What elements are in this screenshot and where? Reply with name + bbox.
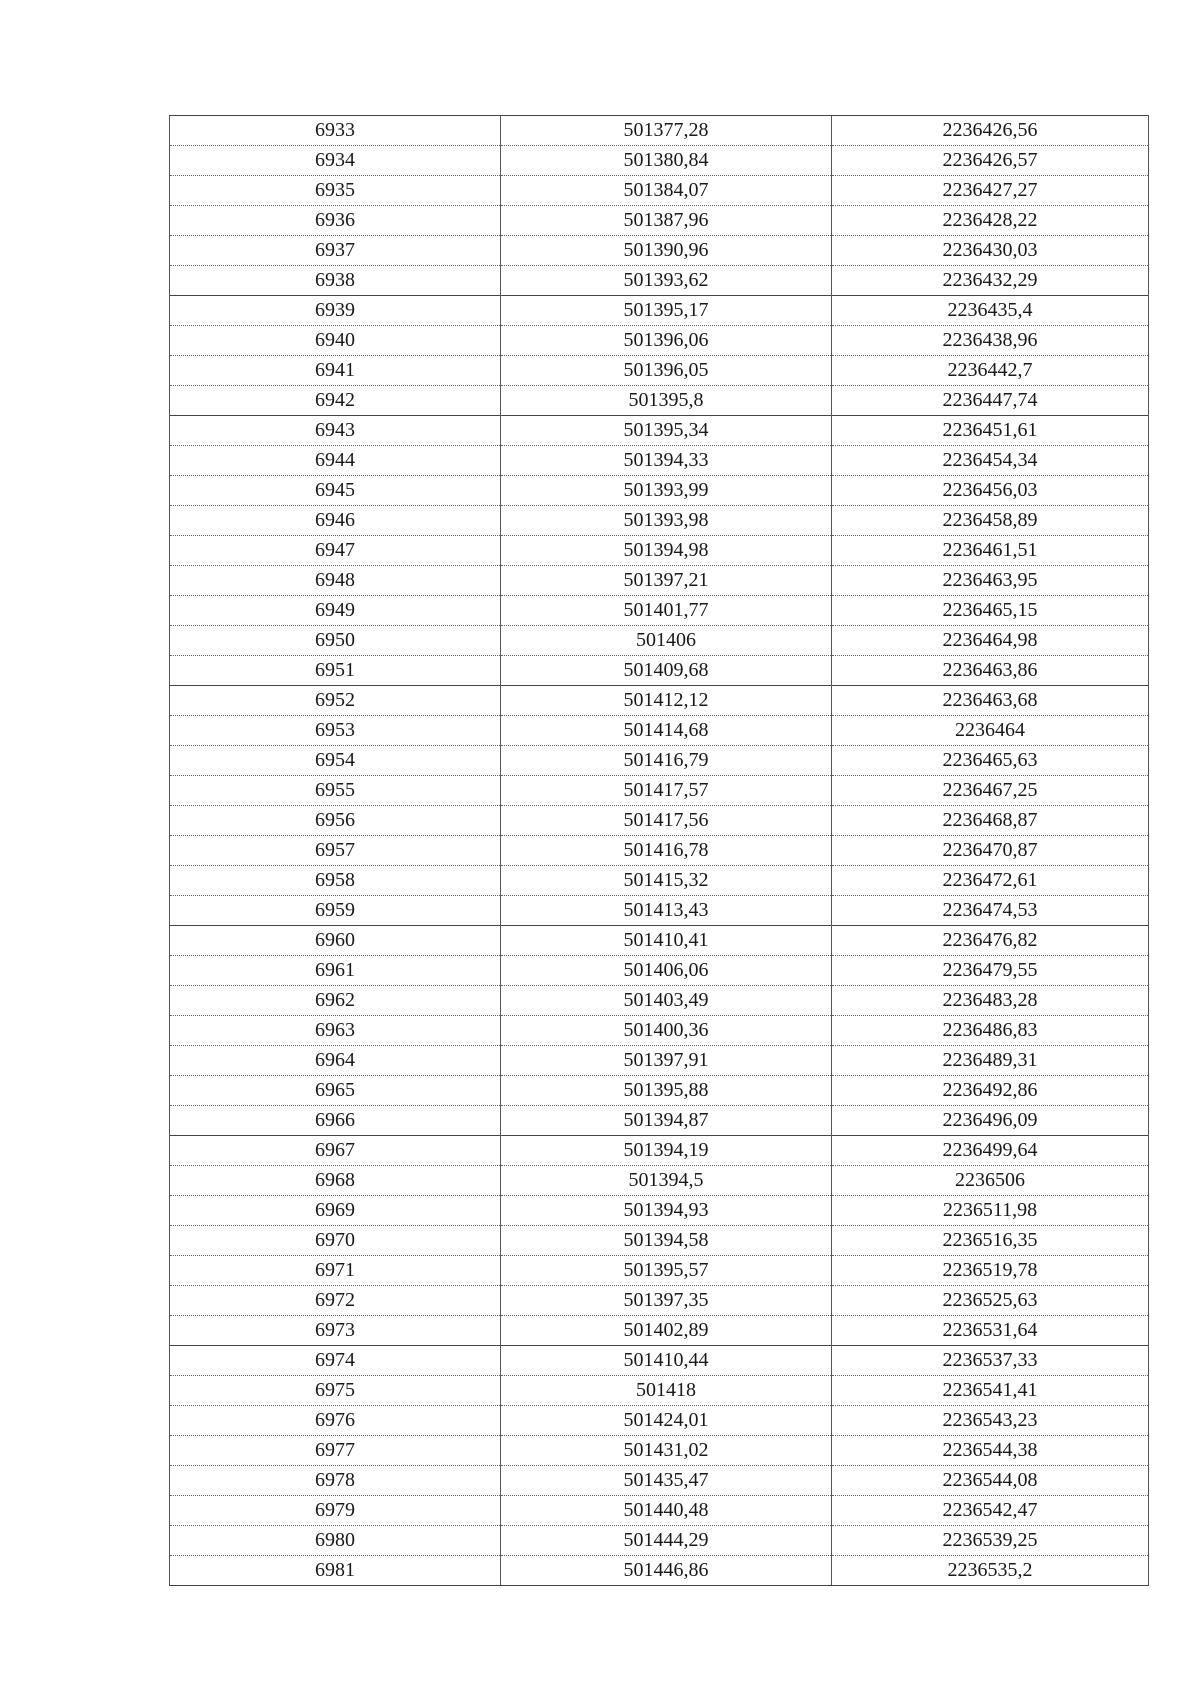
point-number-cell: 6959 [170,896,501,926]
table-row [170,266,1149,296]
table-row [170,1196,1149,1226]
table-row [170,1106,1149,1136]
x-coordinate-cell: 501394,87 [501,1106,832,1136]
y-coordinate-cell: 2236426,57 [832,146,1149,176]
x-coordinate-cell: 501402,89 [501,1316,832,1346]
y-coordinate-cell: 2236476,82 [832,926,1149,956]
x-coordinate-cell: 501394,58 [501,1226,832,1256]
point-number-cell: 6973 [170,1316,501,1346]
x-coordinate-cell: 501396,06 [501,326,832,356]
y-coordinate-cell: 2236474,53 [832,896,1149,926]
x-coordinate-cell: 501395,34 [501,416,832,446]
table-row [170,1496,1149,1526]
x-coordinate-cell: 501446,86 [501,1556,832,1586]
point-number-cell: 6946 [170,506,501,536]
table-row [170,956,1149,986]
table-row [170,536,1149,566]
x-coordinate-cell: 501416,78 [501,836,832,866]
point-number-cell: 6941 [170,356,501,386]
table-row [170,206,1149,236]
y-coordinate-cell: 2236472,61 [832,866,1149,896]
point-number-cell: 6979 [170,1496,501,1526]
y-coordinate-cell: 2236438,96 [832,326,1149,356]
table-row [170,146,1149,176]
y-coordinate-cell: 2236486,83 [832,1016,1149,1046]
point-number-cell: 6972 [170,1286,501,1316]
point-number-cell: 6952 [170,686,501,716]
table-row [170,806,1149,836]
x-coordinate-cell: 501384,07 [501,176,832,206]
x-coordinate-cell: 501397,21 [501,566,832,596]
table-row [170,626,1149,656]
table-row [170,1076,1149,1106]
x-coordinate-cell: 501414,68 [501,716,832,746]
table-row [170,686,1149,716]
x-coordinate-cell: 501409,68 [501,656,832,686]
y-coordinate-cell: 2236483,28 [832,986,1149,1016]
y-coordinate-cell: 2236544,38 [832,1436,1149,1466]
table-row [170,1046,1149,1076]
y-coordinate-cell: 2236428,22 [832,206,1149,236]
point-number-cell: 6971 [170,1256,501,1286]
y-coordinate-cell: 2236499,64 [832,1136,1149,1166]
y-coordinate-cell: 2236537,33 [832,1346,1149,1376]
x-coordinate-cell: 501380,84 [501,146,832,176]
point-number-cell: 6975 [170,1376,501,1406]
table-row [170,296,1149,326]
table-row [170,1226,1149,1256]
table-row [170,716,1149,746]
point-number-cell: 6962 [170,986,501,1016]
point-number-cell: 6936 [170,206,501,236]
point-number-cell: 6947 [170,536,501,566]
table-row [170,926,1149,956]
point-number-cell: 6977 [170,1436,501,1466]
table-row [170,1406,1149,1436]
x-coordinate-cell: 501395,57 [501,1256,832,1286]
y-coordinate-cell: 2236442,7 [832,356,1149,386]
table-row [170,866,1149,896]
y-coordinate-cell: 2236464,98 [832,626,1149,656]
x-coordinate-cell: 501424,01 [501,1406,832,1436]
y-coordinate-cell: 2236496,09 [832,1106,1149,1136]
y-coordinate-cell: 2236426,56 [832,116,1149,146]
y-coordinate-cell: 2236467,25 [832,776,1149,806]
point-number-cell: 6960 [170,926,501,956]
coordinates-table-body [170,116,1149,1586]
point-number-cell: 6957 [170,836,501,866]
table-row [170,476,1149,506]
table-row [170,596,1149,626]
table-row [170,986,1149,1016]
x-coordinate-cell: 501431,02 [501,1436,832,1466]
y-coordinate-cell: 2236531,64 [832,1316,1149,1346]
table-row [170,176,1149,206]
point-number-cell: 6976 [170,1406,501,1436]
point-number-cell: 6965 [170,1076,501,1106]
x-coordinate-cell: 501415,32 [501,866,832,896]
x-coordinate-cell: 501400,36 [501,1016,832,1046]
x-coordinate-cell: 501387,96 [501,206,832,236]
x-coordinate-cell: 501418 [501,1376,832,1406]
point-number-cell: 6956 [170,806,501,836]
y-coordinate-cell: 2236451,61 [832,416,1149,446]
coordinates-table [169,115,1149,1586]
point-number-cell: 6974 [170,1346,501,1376]
y-coordinate-cell: 2236456,03 [832,476,1149,506]
table-row [170,386,1149,416]
table-row [170,326,1149,356]
x-coordinate-cell: 501412,12 [501,686,832,716]
x-coordinate-cell: 501401,77 [501,596,832,626]
table-row [170,236,1149,266]
point-number-cell: 6934 [170,146,501,176]
x-coordinate-cell: 501413,43 [501,896,832,926]
table-row [170,896,1149,926]
y-coordinate-cell: 2236465,15 [832,596,1149,626]
x-coordinate-cell: 501440,48 [501,1496,832,1526]
y-coordinate-cell: 2236542,47 [832,1496,1149,1526]
x-coordinate-cell: 501417,56 [501,806,832,836]
y-coordinate-cell: 2236461,51 [832,536,1149,566]
x-coordinate-cell: 501406 [501,626,832,656]
y-coordinate-cell: 2236519,78 [832,1256,1149,1286]
point-number-cell: 6935 [170,176,501,206]
table-row [170,1136,1149,1166]
point-number-cell: 6958 [170,866,501,896]
x-coordinate-cell: 501394,19 [501,1136,832,1166]
y-coordinate-cell: 2236454,34 [832,446,1149,476]
table-row [170,506,1149,536]
x-coordinate-cell: 501393,98 [501,506,832,536]
point-number-cell: 6950 [170,626,501,656]
point-number-cell: 6981 [170,1556,501,1586]
table-row [170,1436,1149,1466]
table-row [170,1466,1149,1496]
x-coordinate-cell: 501393,62 [501,266,832,296]
point-number-cell: 6939 [170,296,501,326]
x-coordinate-cell: 501403,49 [501,986,832,1016]
point-number-cell: 6937 [170,236,501,266]
y-coordinate-cell: 2236543,23 [832,1406,1149,1436]
table-row [170,746,1149,776]
y-coordinate-cell: 2236447,74 [832,386,1149,416]
point-number-cell: 6967 [170,1136,501,1166]
y-coordinate-cell: 2236492,86 [832,1076,1149,1106]
point-number-cell: 6980 [170,1526,501,1556]
point-number-cell: 6949 [170,596,501,626]
x-coordinate-cell: 501395,88 [501,1076,832,1106]
table-row [170,1286,1149,1316]
table-row [170,416,1149,446]
x-coordinate-cell: 501416,79 [501,746,832,776]
table-row [170,1556,1149,1586]
table-row [170,356,1149,386]
table-row [170,1376,1149,1406]
x-coordinate-cell: 501377,28 [501,116,832,146]
point-number-cell: 6978 [170,1466,501,1496]
x-coordinate-cell: 501394,93 [501,1196,832,1226]
point-number-cell: 6943 [170,416,501,446]
x-coordinate-cell: 501393,99 [501,476,832,506]
point-number-cell: 6942 [170,386,501,416]
y-coordinate-cell: 2236463,86 [832,656,1149,686]
y-coordinate-cell: 2236463,95 [832,566,1149,596]
y-coordinate-cell: 2236544,08 [832,1466,1149,1496]
table-row [170,776,1149,806]
point-number-cell: 6945 [170,476,501,506]
x-coordinate-cell: 501395,8 [501,386,832,416]
y-coordinate-cell: 2236465,63 [832,746,1149,776]
y-coordinate-cell: 2236541,41 [832,1376,1149,1406]
point-number-cell: 6961 [170,956,501,986]
table-row [170,1016,1149,1046]
y-coordinate-cell: 2236535,2 [832,1556,1149,1586]
point-number-cell: 6969 [170,1196,501,1226]
x-coordinate-cell: 501406,06 [501,956,832,986]
point-number-cell: 6970 [170,1226,501,1256]
table-row [170,566,1149,596]
y-coordinate-cell: 2236427,27 [832,176,1149,206]
table-row [170,116,1149,146]
x-coordinate-cell: 501390,96 [501,236,832,266]
table-row [170,1316,1149,1346]
x-coordinate-cell: 501410,44 [501,1346,832,1376]
point-number-cell: 6953 [170,716,501,746]
y-coordinate-cell: 2236479,55 [832,956,1149,986]
point-number-cell: 6955 [170,776,501,806]
y-coordinate-cell: 2236470,87 [832,836,1149,866]
x-coordinate-cell: 501444,29 [501,1526,832,1556]
x-coordinate-cell: 501397,35 [501,1286,832,1316]
point-number-cell: 6954 [170,746,501,776]
y-coordinate-cell: 2236516,35 [832,1226,1149,1256]
point-number-cell: 6938 [170,266,501,296]
x-coordinate-cell: 501394,5 [501,1166,832,1196]
y-coordinate-cell: 2236468,87 [832,806,1149,836]
x-coordinate-cell: 501395,17 [501,296,832,326]
point-number-cell: 6944 [170,446,501,476]
point-number-cell: 6933 [170,116,501,146]
y-coordinate-cell: 2236464 [832,716,1149,746]
table-row [170,656,1149,686]
table-row [170,446,1149,476]
y-coordinate-cell: 2236539,25 [832,1526,1149,1556]
point-number-cell: 6940 [170,326,501,356]
x-coordinate-cell: 501394,33 [501,446,832,476]
y-coordinate-cell: 2236430,03 [832,236,1149,266]
table-row [170,836,1149,866]
y-coordinate-cell: 2236463,68 [832,686,1149,716]
x-coordinate-cell: 501417,57 [501,776,832,806]
x-coordinate-cell: 501435,47 [501,1466,832,1496]
table-row [170,1346,1149,1376]
y-coordinate-cell: 2236506 [832,1166,1149,1196]
y-coordinate-cell: 2236489,31 [832,1046,1149,1076]
y-coordinate-cell: 2236435,4 [832,296,1149,326]
x-coordinate-cell: 501396,05 [501,356,832,386]
y-coordinate-cell: 2236458,89 [832,506,1149,536]
y-coordinate-cell: 2236525,63 [832,1286,1149,1316]
point-number-cell: 6948 [170,566,501,596]
x-coordinate-cell: 501397,91 [501,1046,832,1076]
y-coordinate-cell: 2236511,98 [832,1196,1149,1226]
point-number-cell: 6966 [170,1106,501,1136]
point-number-cell: 6968 [170,1166,501,1196]
table-row [170,1166,1149,1196]
point-number-cell: 6964 [170,1046,501,1076]
y-coordinate-cell: 2236432,29 [832,266,1149,296]
x-coordinate-cell: 501410,41 [501,926,832,956]
table-row [170,1526,1149,1556]
point-number-cell: 6951 [170,656,501,686]
x-coordinate-cell: 501394,98 [501,536,832,566]
point-number-cell: 6963 [170,1016,501,1046]
table-row [170,1256,1149,1286]
